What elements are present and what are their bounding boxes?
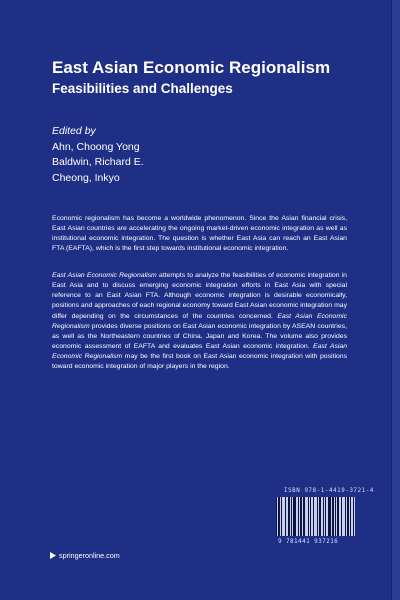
book-title-italic: East Asian Economic Regionalism <box>52 343 347 361</box>
book-title-italic: East Asian Economic Regionalism <box>52 272 157 279</box>
book-title-italic: East Asian Economic Regionalism <box>52 312 347 330</box>
blurb-paragraph-1: Economic regionalism has become a worldwide phenomenon. Since the Asian financial crisis, East Asian countries are accelerating the ongoing market-driven economic integration as well as institutional economic integration. The question is whether East Asia can reach an East Asian FTA (EAFTA), which is the first step towards institutional economic integration. <box>52 215 347 253</box>
editors-block <box>52 124 352 186</box>
editor-name: Ahn, Choong Yong <box>52 140 140 153</box>
blurb-paragraph-2 <box>52 271 347 373</box>
publisher-url: springeronline.com <box>59 551 120 560</box>
barcode-digits: 9 781441 937216 <box>278 538 339 545</box>
editor-name: Baldwin, Richard E. <box>52 156 144 169</box>
blurb-text: provides diverse positions on East Asian economic integration by ASEAN countries, as well as the Northeastern countries of China, Japan and Korea. The volume also provides economic assessment of EAFTA and evaluates East Asian economic integration. <box>52 322 347 351</box>
book-subtitle: Feasibilities and Challenges <box>52 81 233 96</box>
blurb-text: attempts to analyze the feasibilities of economic integration in East Asia and to discuss emerging economic integration efforts in East Asia with special reference to an East Asian FTA. Although economic integration is desirable economically, positions and approaches of each regional economy toward East Asian economic integration may differ depending on the circumstances of the countries concerned. <box>52 272 347 320</box>
spine-edge <box>391 0 400 600</box>
publisher-link[interactable] <box>50 551 120 560</box>
book-title: East Asian Economic Regionalism <box>52 58 331 77</box>
blurb-text: may be the first book on East Asian economic integration with positions toward economic integration of major players in the region. <box>52 353 348 371</box>
isbn-text: ISBN 978-1-4419-3721-4 <box>284 488 374 494</box>
edited-by-label: Edited by <box>52 125 96 137</box>
editor-name: Cheong, Inkyo <box>52 171 120 184</box>
barcode-bar <box>354 497 355 536</box>
barcode <box>276 497 382 536</box>
arrow-right-icon <box>50 552 56 559</box>
